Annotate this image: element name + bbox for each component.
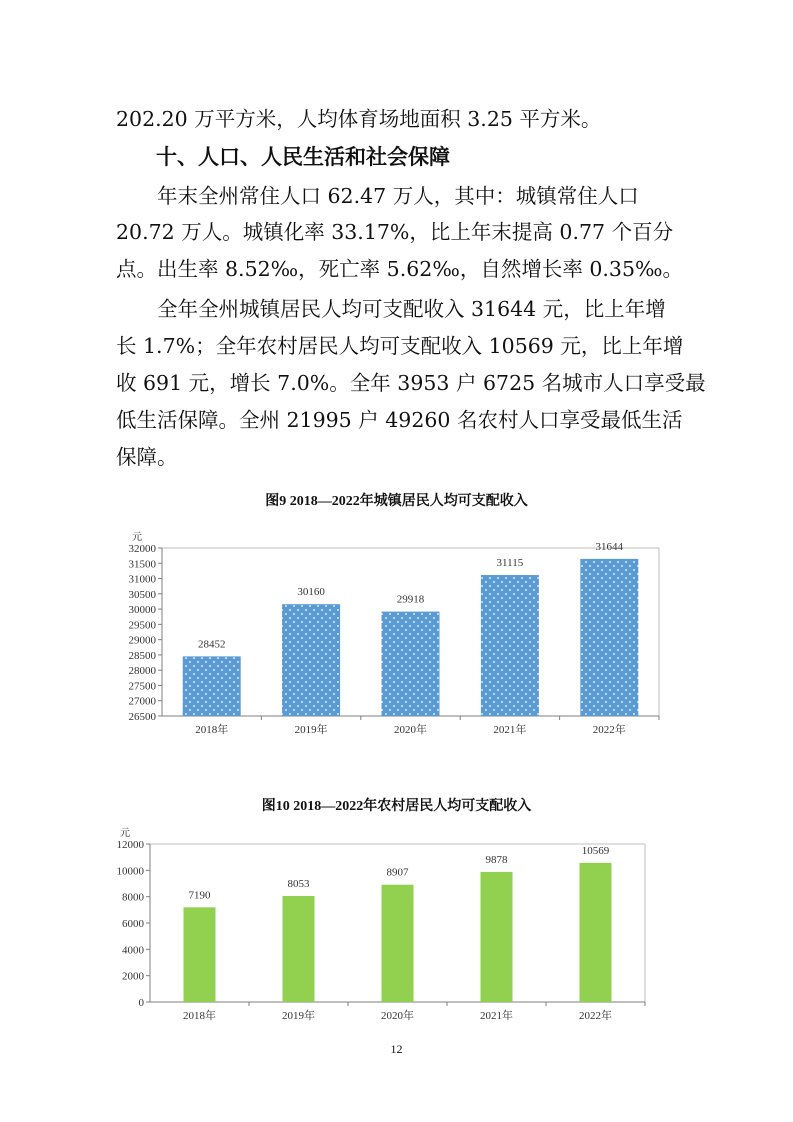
- chart-title: 图10 2018—2022年农村居民人均可支配收入: [261, 799, 532, 814]
- y-tick-label: 8000: [122, 891, 144, 904]
- bar: [283, 896, 315, 1002]
- page-number: 12: [390, 1042, 403, 1056]
- y-tick-label: 26500: [128, 711, 156, 723]
- y-tick-label: 2000: [122, 970, 144, 983]
- data-label: 31644: [595, 540, 624, 553]
- urban-income-chart: [0, 520, 793, 750]
- x-tick-label: 2018年: [195, 724, 229, 736]
- y-axis-unit: 元: [132, 532, 142, 543]
- bar: [282, 604, 340, 716]
- x-tick-label: 2021年: [480, 1010, 513, 1022]
- x-tick-label: 2019年: [294, 724, 328, 736]
- text-line: 202.20 万平方米，人均体育场地面积 3.25 平方米。: [116, 107, 602, 131]
- text-line: 收 691 元，增长 7.0%。全年 3953 户 6725 名城市人口享受最: [116, 371, 706, 395]
- chart-title: 图9 2018—2022年城镇居民人均可支配收入: [265, 494, 528, 509]
- text-line: 20.72 万人。城镇化率 33.17%，比上年末提高 0.77 个百分: [116, 220, 674, 244]
- bar: [481, 872, 513, 1002]
- x-tick-label: 2022年: [592, 724, 626, 736]
- y-tick-label: 30000: [128, 604, 156, 617]
- data-label: 30160: [297, 586, 325, 599]
- data-label: 8907: [386, 866, 409, 879]
- y-axis-unit: 元: [120, 828, 130, 839]
- y-tick-label: 29000: [128, 634, 156, 647]
- y-tick-label: 31000: [128, 573, 156, 586]
- rural-income-chart: [0, 822, 793, 1032]
- y-tick-label: 30500: [128, 588, 156, 601]
- y-tick-label: 4000: [122, 944, 144, 957]
- x-tick-label: 2022年: [579, 1010, 612, 1022]
- y-tick-label: 27500: [128, 680, 156, 693]
- text-line: 年末全州常住人口 62.47 万人，其中：城镇常住人口: [116, 184, 639, 208]
- y-tick-label: 27000: [128, 695, 156, 708]
- x-tick-label: 2019年: [282, 1010, 315, 1022]
- x-tick-label: 2021年: [493, 724, 527, 736]
- y-tick-label: 28500: [128, 649, 156, 662]
- data-label: 29918: [396, 593, 425, 606]
- x-tick-label: 2018年: [183, 1010, 216, 1022]
- data-label: 7190: [188, 889, 211, 902]
- x-tick-label: 2020年: [394, 724, 427, 736]
- section-heading: 十、人口、人民生活和社会保障: [156, 145, 450, 169]
- text-line: 点。出生率 8.52‰，死亡率 5.62‰，自然增长率 0.35‰。: [116, 257, 684, 281]
- text-line: 长 1.7%；全年农村居民人均可支配收入 10569 元，比上年增: [116, 334, 684, 358]
- bar: [382, 612, 440, 716]
- bar: [580, 863, 612, 1002]
- y-tick-label: 6000: [122, 918, 144, 930]
- text-line: 全年全州城镇居民人均可支配收入 31644 元，比上年增: [116, 297, 666, 321]
- bar: [183, 656, 241, 716]
- data-label: 31115: [496, 557, 524, 570]
- x-tick-label: 2020年: [381, 1010, 414, 1022]
- y-tick-label: 29500: [128, 619, 156, 632]
- y-tick-label: 32000: [128, 543, 156, 555]
- y-tick-label: 31500: [128, 558, 156, 571]
- y-tick-label: 12000: [116, 839, 144, 851]
- bar: [382, 885, 414, 1002]
- y-tick-label: 28000: [128, 665, 156, 678]
- data-label: 9878: [485, 853, 508, 866]
- text-line: 低生活保障。全州 21995 户 49260 名农村人口享受最低生活: [116, 408, 683, 432]
- data-label: 10569: [581, 844, 610, 857]
- y-tick-label: 10000: [116, 865, 144, 878]
- data-label: 28452: [197, 638, 226, 651]
- text-line: 保障。: [116, 445, 178, 469]
- y-tick-label: 0: [138, 997, 144, 1009]
- bar: [580, 559, 638, 716]
- bar: [481, 575, 539, 716]
- data-label: 8053: [287, 877, 310, 890]
- bar: [184, 907, 216, 1002]
